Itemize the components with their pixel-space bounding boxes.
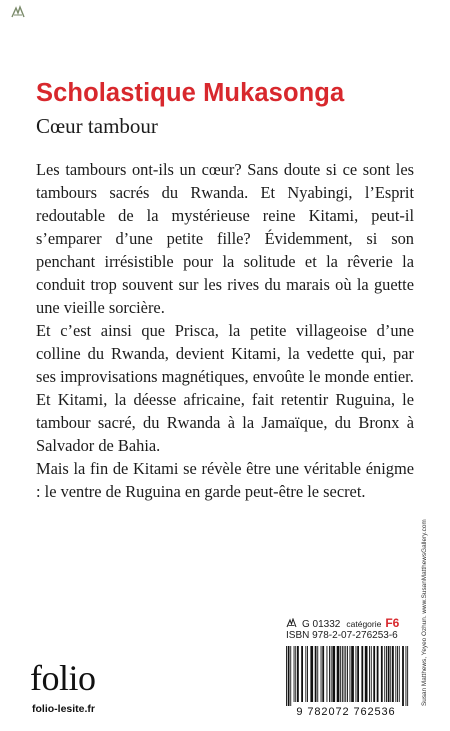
barcode-bar — [340, 646, 341, 702]
barcode-bar — [365, 646, 368, 702]
blurb-paragraph: Mais la fin de Kitami se révèle être une véritable énigme : le ventre de Ruguina en garde peut-être le secret. — [36, 459, 414, 501]
back-cover-blurb — [36, 158, 414, 503]
barcode-bar — [406, 646, 407, 706]
barcode-bar — [390, 646, 391, 702]
barcode-bar — [310, 646, 313, 702]
barcode-bar — [392, 646, 394, 702]
barcode-bar — [381, 646, 383, 702]
barcode-bar — [384, 646, 385, 702]
barcode-bar — [288, 646, 290, 706]
barcode-bar — [317, 646, 318, 702]
category-value: F6 — [385, 616, 400, 630]
barcode-bar — [347, 646, 348, 702]
gallimard-monogram-icon — [286, 618, 297, 628]
illustration-credit-text: Susan Matthews, Yeyeo Ozhun. www.SusanMatthewsGallery.com — [421, 519, 428, 706]
publisher-website: folio-lesite.fr — [32, 703, 96, 715]
barcode-bar — [321, 646, 322, 702]
barcode-bar — [397, 646, 398, 702]
blurb-paragraph: Les tambours ont-ils un cœur? Sans doute si ce sont les tambours sacrés du Rwanda. Et Nyabingi, l’Esprit redoutable de la mystérieuse reine Kitami, peut-il s’emparer d’une petite fille? Évidemment, si son penchant irrésistible pour la solitude et la rêverie la conduit trop souvent sur les rives du marais où la guette une vieille sorcière. — [36, 160, 414, 317]
barcode-bar — [373, 646, 375, 702]
barcode-bar — [305, 646, 306, 702]
barcode-bar — [331, 646, 332, 702]
barcode-bar — [342, 646, 343, 702]
folio-logo: folio — [30, 658, 96, 698]
gallimard-monogram-icon — [10, 4, 26, 20]
blurb-paragraph: Et Kitami, la déesse africaine, fait retentir Ruguina, le tambour sacré, du Rwanda à la Jamaïque, du Bronx à Salvador de Bahia. — [36, 390, 414, 455]
barcode-bar — [388, 646, 390, 702]
illustration-credit — [421, 510, 431, 706]
catalog-code: G 01332 — [302, 619, 341, 630]
barcode-bar — [399, 646, 400, 702]
barcode-bar — [395, 646, 396, 702]
category-label: catégorie — [346, 619, 382, 629]
barcode-bar — [301, 646, 303, 702]
barcode-bar — [407, 646, 408, 706]
blurb-paragraph: Et c’est ainsi que Prisca, la petite villageoise d’une colline du Rwanda, devient Kitami, la vedette qui, par ses improvisations magnétiques, envoûte le monde entier. — [36, 321, 414, 386]
isbn: ISBN 978-2-07-276253-6 — [286, 630, 398, 641]
barcode-bar — [332, 646, 335, 702]
barcode-bar — [350, 646, 351, 702]
barcode-bar — [329, 646, 330, 702]
barcode-bar — [386, 646, 387, 702]
barcode-bar — [295, 646, 296, 702]
barcode-bar — [307, 646, 308, 702]
barcode-bar — [357, 646, 359, 702]
barcode-bar — [327, 646, 328, 702]
book-title: Cœur tambour — [36, 114, 158, 138]
barcode-bar — [351, 646, 354, 702]
barcode-bar — [290, 646, 291, 706]
barcode-bar — [361, 646, 363, 702]
barcode-bar — [337, 646, 340, 702]
barcode-bars — [278, 644, 414, 706]
barcode-bar — [369, 646, 370, 702]
author-name: Scholastique Mukasonga — [36, 79, 345, 107]
barcode-bar — [377, 646, 379, 702]
barcode-bar — [322, 646, 324, 702]
barcode-bar — [402, 646, 404, 706]
barcode-bar — [286, 646, 287, 706]
barcode-bar — [345, 646, 346, 702]
barcode-digits: 9 782072 762536 — [296, 706, 396, 718]
barcode-bar — [294, 646, 295, 702]
barcode-bar — [371, 646, 372, 702]
barcode-bar — [344, 646, 345, 702]
catalog-code-line — [286, 616, 399, 630]
barcode-bar — [297, 646, 299, 702]
barcode-bar — [315, 646, 317, 702]
barcode — [278, 644, 414, 720]
barcode-bar — [356, 646, 357, 702]
